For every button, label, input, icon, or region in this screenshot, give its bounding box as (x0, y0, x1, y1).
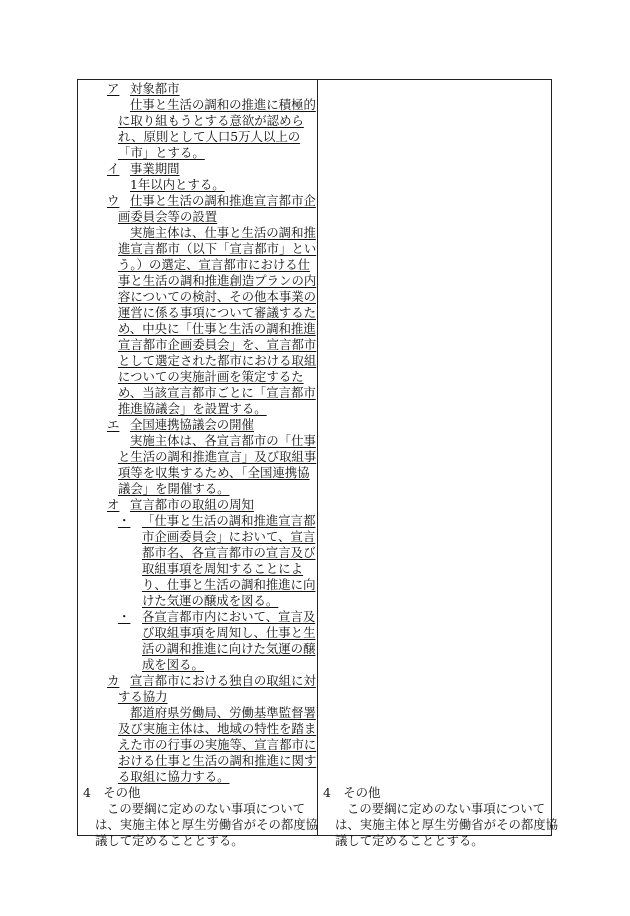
item-i-line: 1年以内とする。 (130, 177, 225, 192)
item-ka-line: 都道府県労働局、労働基準監督署 (130, 705, 316, 720)
item-u-title: 仕事と生活の調和推進宣言都市企 (130, 193, 316, 208)
item-u-mark: ウ (107, 193, 120, 208)
item-a-mark: ア (107, 81, 120, 96)
section-4-line-right: 議して定めることとする。 (335, 833, 484, 848)
item-i-title: 事業期間 (130, 161, 180, 176)
item-u-line: め、中央に「仕事と生活の調和推進 (118, 321, 316, 336)
item-u-line: 推進協議会」を設置する。 (118, 401, 267, 416)
bullet-1-line: 「仕事と生活の調和推進宣言都 (142, 513, 316, 528)
section-4-line-right: は、実施主体と厚生労働省がその都度協 (335, 817, 559, 832)
section-4-title-right: 4 その他 (323, 785, 381, 800)
item-a-line: 「市」とする。 (118, 145, 205, 160)
item-e-line: 項等を収集するため、「全国連携協 (118, 465, 310, 480)
item-ka-line: えた市の行事の実施等、宣言都市に (118, 737, 317, 752)
section-4-line: 議して定めることとする。 (95, 833, 244, 848)
left-column (78, 80, 319, 848)
right-column (318, 80, 559, 848)
bullet-1-line: 市企画委員会」において、宣言 (142, 529, 316, 544)
bullet-1-line: けた気運の醸成を図る。 (142, 593, 279, 608)
item-u-line: についての実施計画を策定するた (118, 369, 304, 384)
section-4-line: この要綱に定めのない事項について (107, 801, 306, 816)
bullet-2-line: 活の調和推進に向けた気運の醸 (142, 641, 316, 656)
item-ka-line: る取組に協力する。 (118, 769, 230, 784)
bullet-1-line: 都市名、各宣言都市の宣言及び (142, 545, 316, 560)
item-ka-title: 宣言都市における独自の取組に対 (130, 673, 316, 688)
item-u-line: 運営に係る事項について審議するた (118, 305, 317, 320)
section-4-line: は、実施主体と厚生労働省がその都度協 (95, 817, 319, 832)
item-a-line: 仕事と生活の調和の推進に積極的 (130, 97, 316, 112)
item-e-line: 議会」を開催する。 (118, 481, 230, 496)
item-e-line: と生活の調和推進宣言」及び取組事 (118, 449, 317, 464)
section-4-title: 4 その他 (83, 785, 141, 800)
bullet-1-mark: ・ (118, 513, 131, 528)
item-u-line: う。）の選定、宣言都市における仕 (118, 257, 311, 272)
item-e-line: 実施主体は、各宣言都市の「仕事 (130, 433, 316, 448)
item-a-line: れ、原則として人口5万人以上の (118, 129, 301, 144)
comparison-table (77, 79, 559, 848)
bullet-2-line: 各宣言都市内において、宣言及 (142, 609, 316, 624)
item-ka-mark: カ (107, 673, 120, 688)
item-a-line: に取り組もうとする意欲が認めら (118, 113, 304, 128)
item-u-line: 事と生活の調和推進創造プランの内 (118, 273, 317, 288)
bullet-2-line: 成を図る。 (142, 657, 204, 672)
item-o-title: 宣言都市の取組の周知 (130, 497, 254, 512)
item-i-mark: イ (107, 161, 120, 176)
item-e-mark: エ (107, 417, 120, 432)
item-ka-title: する協力 (118, 689, 168, 704)
item-u-title: 画委員会等の設置 (118, 209, 218, 224)
item-u-line: め、当該宣言都市ごとに「宣言都市 (118, 385, 316, 400)
bullet-1-line: 取組事項を周知することによ (142, 561, 304, 576)
bullet-1-line: り、仕事と生活の調和推進に向 (142, 577, 316, 592)
item-ka-line: 及び実施主体は、地域の特性を踏ま (118, 721, 317, 736)
item-u-line: 進宣言都市（以下「宣言都市」とい (118, 241, 317, 256)
bullet-2-line: び取組事項を周知し、仕事と生 (142, 625, 316, 640)
item-ka-line: おける仕事と生活の調和推進に関す (118, 753, 317, 768)
item-a-title: 対象都市 (130, 81, 180, 96)
item-u-line: 実施主体は、仕事と生活の調和推 (130, 225, 316, 240)
bullet-2-mark: ・ (118, 609, 131, 624)
item-u-line: 宣言都市企画委員会」を、宣言都市 (118, 337, 317, 352)
section-4-line-right: この要綱に定めのない事項について (347, 801, 546, 816)
item-o-mark: オ (107, 497, 120, 512)
item-u-line: 容についての検討、その他本事業の (118, 289, 317, 304)
item-u-line: として選定された都市における取組 (118, 353, 317, 368)
item-e-title: 全国連携協議会の開催 (130, 417, 254, 432)
